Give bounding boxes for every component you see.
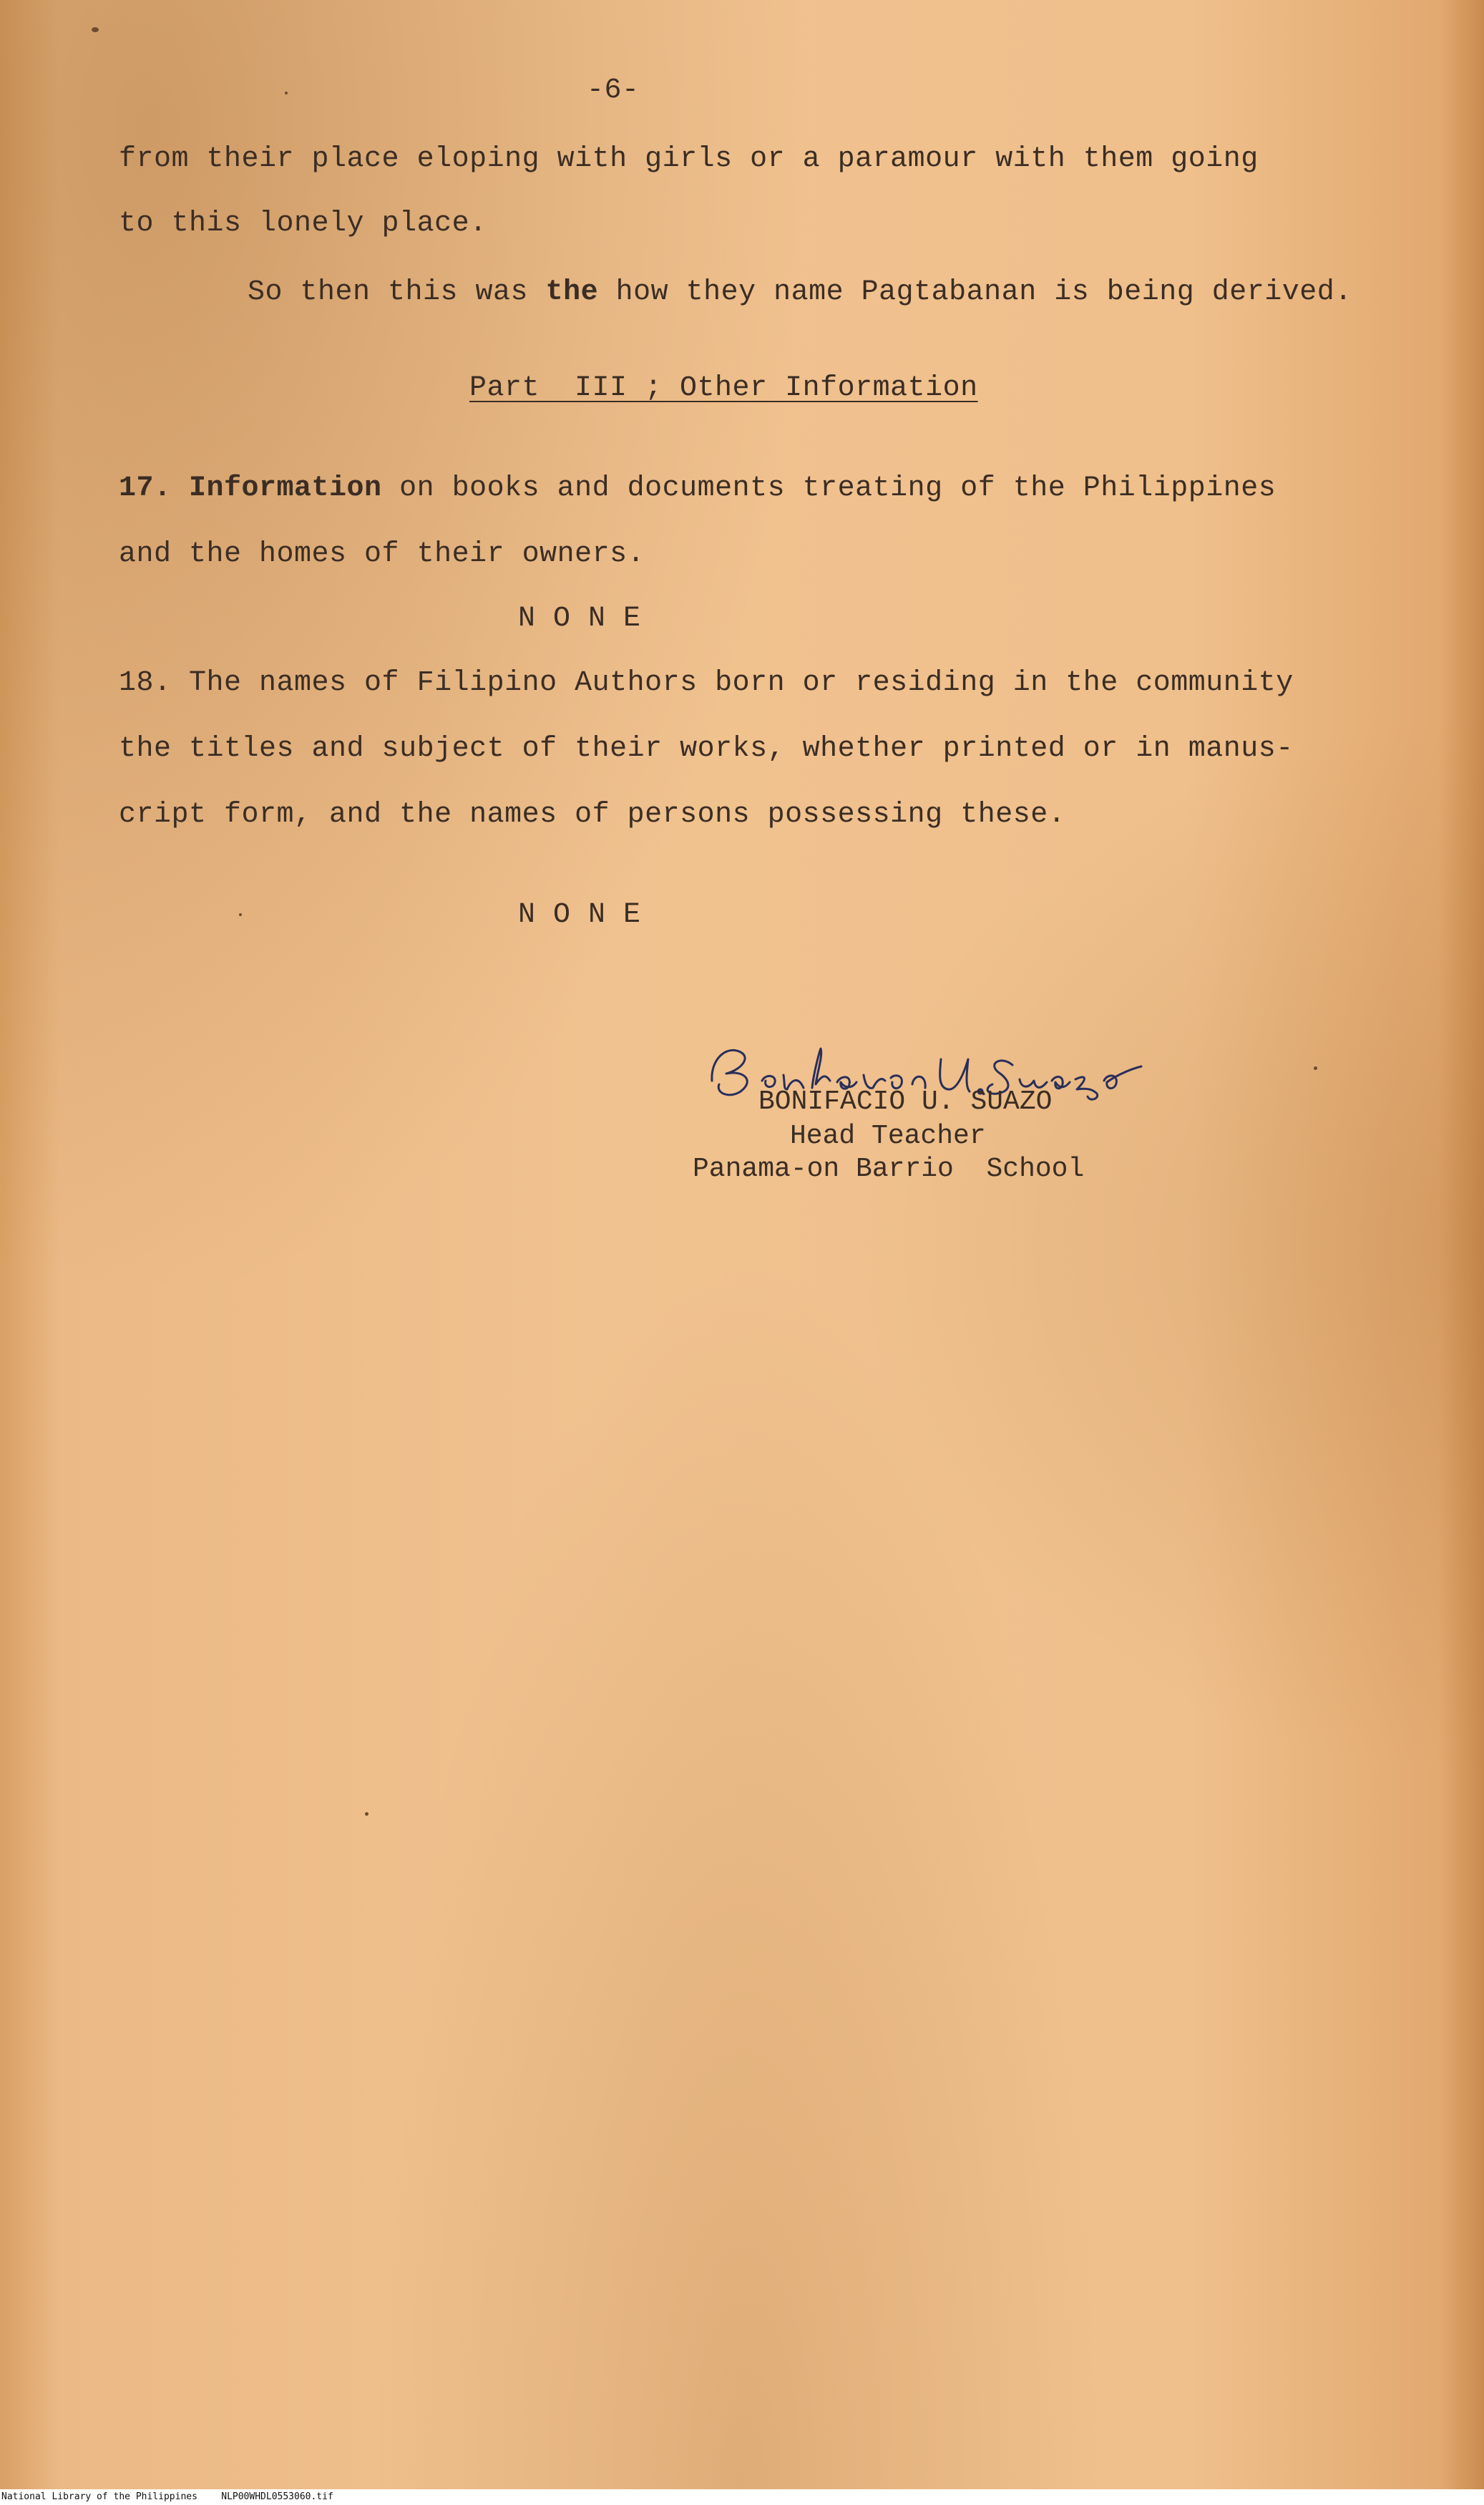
item18-line1: 18. The names of Filipino Authors born or residing in the community bbox=[119, 667, 1294, 699]
item18-answer: N O N E bbox=[518, 899, 641, 931]
paragraph1-line2: to this lonely place. bbox=[119, 208, 487, 240]
item17-line2: and the homes of their owners. bbox=[119, 538, 645, 570]
paragraph1-line1: from their place eloping with girls or a paramour with them going bbox=[119, 143, 1259, 175]
signer-name: BONIFACIO U. SUAZO bbox=[758, 1086, 1053, 1117]
struck-word: the bbox=[545, 276, 599, 308]
paper-speck bbox=[239, 913, 242, 916]
scan-footer bbox=[0, 2489, 1484, 2505]
item18-line2: the titles and subject of their works, whether printed or in manus- bbox=[119, 733, 1294, 765]
section-heading: Part III ; Other Information bbox=[469, 372, 978, 404]
item18-line3: cript form, and the names of persons possessing these. bbox=[119, 799, 1066, 831]
item17-line1 bbox=[119, 472, 1276, 505]
paper-speck bbox=[285, 92, 288, 94]
footer-library: National Library of the Philippines bbox=[1, 2491, 197, 2502]
item17-number: 17. Information bbox=[119, 472, 382, 505]
signer-school: Panama-on Barrio School bbox=[693, 1154, 1085, 1185]
item17-answer: N O N E bbox=[518, 603, 641, 635]
paper-speck bbox=[92, 27, 99, 32]
footer-file: NLP00WHDL0553060.tif bbox=[221, 2491, 333, 2502]
signer-title: Head Teacher bbox=[790, 1121, 986, 1152]
item17-line1-rest: on books and documents treating of the Philippines bbox=[381, 472, 1276, 505]
paragraph2-after: how they name Pagtabanan is being derived. bbox=[598, 276, 1352, 308]
paragraph2 bbox=[248, 276, 1352, 308]
paragraph2-before: So then this was bbox=[248, 276, 546, 308]
page-number: -6- bbox=[587, 74, 640, 107]
paper-speck bbox=[365, 1812, 368, 1816]
paper-speck bbox=[1314, 1066, 1317, 1070]
